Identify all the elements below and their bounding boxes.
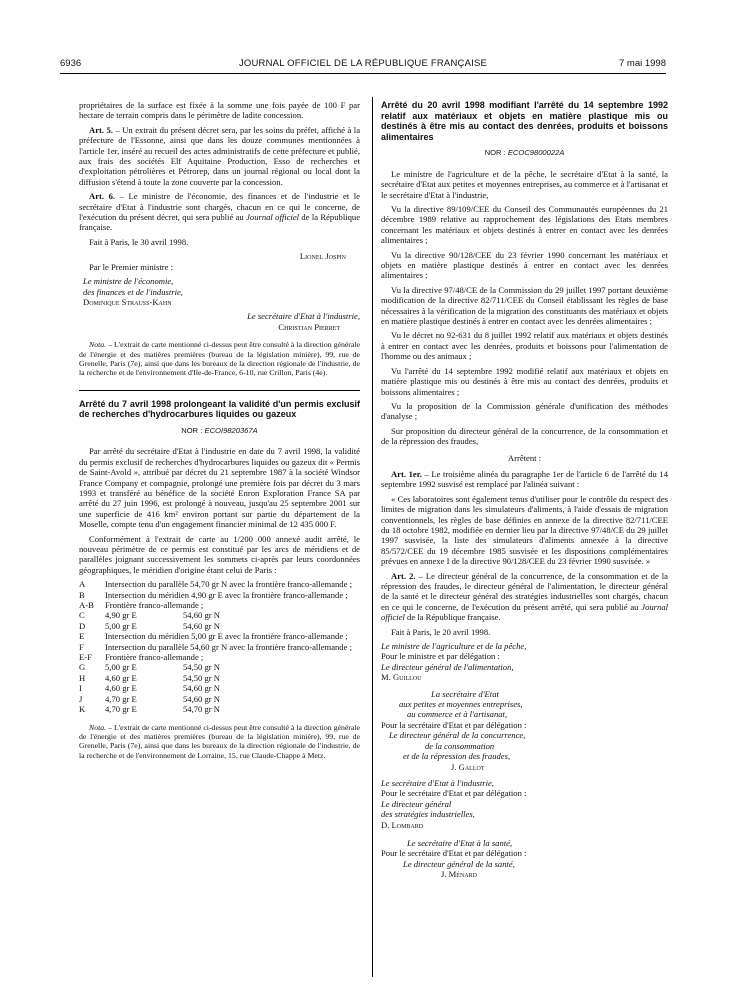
journal-title: JOURNAL OFFICIEL DE LA RÉPUBLIQUE FRANÇAISE: [238, 58, 488, 69]
signature-line: des stratégies industrielles,: [381, 809, 475, 820]
signatory: J. Gallot: [451, 761, 485, 772]
quoted-paragraph: « Ces laboratoires sont également tenus d'utiliser pour le contrôle du respect des limites de migration dans les simulateurs d'aliments, à l'aide d'essais de migration conventionnels, les règles de base définies en annexe de la directive 82/711/CEE du 18 octobre 1982, modifiée en dernier lieu par la directive 97/48/CE du 29 juillet 1997 susvisée, la liste des simulateurs d'aliments annexée à la directive 85/572/CEE du 19 décembre 1985 susvisée et les dispositions complémentaires prévues en annexe I de la directive 90/128/CEE du 23 février 1990 susvisée. »: [381, 493, 668, 567]
signature-block: [381, 778, 668, 830]
signature-line: Le directeur général: [381, 798, 452, 809]
column-divider: [372, 97, 373, 977]
visa: Vu la directive 90/128/CEE du 23 février 1990 concernant les matériaux et objets en matière plastique destinés à entrer en contact avec les denrées alimentaires ;: [381, 249, 668, 281]
page-number: 6936: [60, 58, 82, 69]
section-rule: [79, 390, 360, 391]
decree-title: Arrêté du 20 avril 1998 modifiant l'arrêté du 14 septembre 1992 relatif aux matériaux et objets en matière plastique mis ou destinés à être mis au contact des denrées, produits et boissons alimentaires: [381, 100, 668, 142]
visa: Vu la directive 89/109/CEE du Conseil des Communautés européennes du 21 décembre 1989 relative au rapprochement des législations des Etats membres concernant les matériaux et objets destinés à entrer en contact avec les denrées alimentaires ;: [381, 204, 668, 246]
signature-line: au commerce et à l'artisanat,: [407, 709, 508, 720]
table-row: F Intersection du parallèle 54,60 gr N avec la frontière franco-allemande ;: [79, 641, 352, 652]
signature-line: Le ministre de l'agriculture et de la pêche,: [381, 641, 527, 652]
issue-date: 7 mai 1998: [618, 58, 666, 69]
signature-line: aux petites et moyennes entreprises,: [399, 699, 523, 710]
left-column: [79, 100, 360, 760]
arretent: Arrêtent :: [507, 452, 542, 463]
signature-line: Par le Premier ministre :: [89, 261, 174, 272]
article-1: Art. 1er. – Le troisième alinéa du paragraphe 1er de l'article 6 de l'arrêté du 14 septembre 1992 susvisé est remplacé par l'alinéa suivant :: [381, 468, 668, 490]
header-rule: [60, 73, 666, 74]
paragraph: Conformément à l'extrait de carte au 1/200 000 annexé audit arrêté, le nouveau périmètre de ce permis est constitué par les arcs de méridiens et de parallèles joignant successivement les sommets ci-après par leurs coordonnées géographiques, le méridien d'origine étant celui de Paris :: [79, 533, 360, 575]
signature-line: Le ministre de l'économie,: [83, 276, 174, 287]
table-row: J 4,70 gr E 54,60 gr N: [79, 693, 220, 704]
paragraph: propriétaires de la surface est fixée à la somme une fois payée de 100 F par hectare de terrain compris dans le périmètre de ladite concession.: [79, 100, 360, 121]
paragraph: Le ministre de l'agriculture et de la pêche, le secrétaire d'Etat à la santé, la secrétaire d'Etat aux petites et moyennes entreprises, au commerce et à l'artisanat et le secrétaire d'Etat à l'industrie,: [381, 168, 668, 200]
signature-line: Pour le ministre et par délégation :: [381, 651, 500, 662]
decree-title: Arrêté du 7 avril 1998 prolongeant la validité d'un permis exclusif de recherches d'hydrocarbures liquides ou gazeux: [79, 398, 360, 420]
table-row: A Intersection du parallèle 54,70 gr N avec la frontière franco-allemande ;: [79, 579, 352, 590]
signature-line: Pour le secrétaire d'Etat et par délégation :: [381, 848, 527, 859]
coordinates-table: [79, 579, 360, 714]
article-6: Art. 6. – Le ministre de l'économie, des finances et de l'industrie et le secrétaire d'Etat à l'industrie sont chargés, chacun en ce qui le concerne, de l'exécution du présent décret, qui sera publié au Journal officiel de la République française.: [79, 191, 361, 233]
table-row: H 4,60 gr E 54,50 gr N: [79, 672, 220, 683]
table-row: D 5,00 gr E 54,60 gr N: [79, 620, 220, 631]
paragraph: Par arrêté du secrétaire d'Etat à l'industrie en date du 7 avril 1998, la validité du permis exclusif de recherches d'hydrocarbures liquides ou gazeux dit « Permis de Saint-Avold », attribué par décret du 21 septembre 1987 à la société Windsor France Company et compagnie, prolongé une première fois par décret du 3 mars 1993 et transféré au bénéfice de la société Enron Exploration France SA par arrêté du 27 juin 1996, est prolongé à nouveau, jusqu'au 25 septembre 2001 sur une superficie de 416 km² environ portant sur partie du département de la Moselle, compte tenu d'un engagement financier minimal de 12 435 000 F.: [79, 446, 360, 530]
nor-reference: NOR : ECOI9820367A: [181, 425, 258, 435]
table-row: A-B Frontière franco-allemande ;: [79, 600, 204, 611]
signing-date: Fait à Paris, le 20 avril 1998.: [391, 626, 491, 637]
nota: Nota. – L'extrait de carte mentionné ci-dessus peut être consulté à la direction générale de l'énergie et des matières premières (bureau de la législation minière), 99, rue de Grenelle, Paris (7e), ainsi que dans les bureaux de la direction régionale de l'industrie, de la recherche et de l'environnement d'Ile-de-France, 6-10, rue Crillon, Paris (4e).: [79, 340, 360, 378]
signatory: J. Ménard: [441, 869, 477, 880]
table-row: I 4,60 gr E 54,60 gr N: [79, 683, 220, 694]
article-2: Art. 2. – Le directeur général de la concurrence, de la consommation et de la répression des fraudes, le directeur général de l'alimentation, le directeur général de la santé et le directeur général des stratégies industrielles sont chargés, chacun en ce qui le concerne, de l'exécution du présent arrêté, qui sera publié au Journal officiel de la République française.: [381, 570, 668, 623]
nota: Nota. – L'extrait de carte mentionné ci-dessus peut être consulté à la direction générale de l'énergie et des matières premières (bureau de la législation minière), 99, rue de Grenelle, Paris (7e), ainsi que dans les bureaux de la direction régionale de l'industrie, de la recherche et de l'environnement de Lorraine, 15, rue Claude-Chappe à Metz.: [79, 722, 360, 760]
signatory: Dominique Strauss-Kahn: [83, 296, 172, 307]
signature-line: Le directeur général de la concurrence,: [389, 730, 526, 741]
signatory: Lionel Jospin: [299, 251, 346, 262]
signature-line: et de la répression des fraudes,: [403, 751, 511, 762]
signature-line: Le directeur général de la santé,: [403, 858, 515, 869]
right-column: [381, 100, 668, 880]
table-row: C 4,90 gr E 54,60 gr N: [79, 610, 220, 621]
signatory: Christian Pierret: [278, 321, 340, 332]
signing-date: Fait à Paris, le 30 avril 1998.: [89, 236, 189, 247]
signature-line: Le secrétaire d'Etat à la santé,: [407, 837, 513, 848]
signature-line: Le directeur général de l'alimentation,: [381, 661, 514, 672]
signature-line: Pour le secrétaire d'Etat et par délégation :: [381, 788, 527, 799]
signature-block: [381, 641, 668, 683]
signature-line: de la consommation: [425, 740, 495, 751]
visa: Sur proposition du directeur général de la concurrence, de la consommation et de la répression des fraudes,: [381, 425, 668, 447]
signature-line: Le secrétaire d'Etat à l'industrie,: [381, 777, 494, 788]
visa: Vu la directive 97/48/CE de la Commission du 29 juillet 1997 portant deuxième modification de la directive 82/711/CEE du Conseil établissant les règles de base nécessaires à la vérification de la migration des constituants des matériaux et objets en matière plastique destinés à entrer en contact avec les denrées alimentaires ;: [381, 284, 668, 327]
signature-block: [381, 838, 668, 880]
visa: Vu la proposition de la Commission générale d'unification des méthodes d'analyse ;: [381, 400, 668, 422]
page-header: [60, 58, 666, 72]
table-row: E-F Frontière franco-allemande ;: [79, 652, 204, 663]
signatory: D. Lombard: [381, 819, 424, 830]
article-5: Art. 5. – Un extrait du présent décret sera, par les soins du préfet, affiché à la préfecture de l'Essonne, ainsi que dans les douze communes mentionnées à l'article 1er, inséré au recueil des actes administratifs de cette préfecture et publié, aux frais des sociétés Elf Aquitaine Production, Esso de recherches et d'exploitation pétrolières et Pétrorep, dans un journal régional ou local dont la diffusion s'étend à toute la zone couverte par la concession.: [79, 124, 361, 187]
table-row: B Intersection du méridien 4,90 gr E avec la frontière franco-allemande ;: [79, 589, 348, 600]
visa: Vu l'arrêté du 14 septembre 1992 modifié relatif aux matériaux et objets en matière plastique mis ou destinés à être mis au contact des denrées, produits et boissons alimentaires ;: [381, 365, 668, 397]
table-row: E Intersection du méridien 5,00 gr E avec la frontière franco-allemande ;: [79, 631, 348, 642]
visa: Vu le décret no 92-631 du 8 juillet 1992 relatif aux matériaux et objets destinés à entrer en contact avec les denrées, produits et boissons pour l'alimentation de l'homme ou des animaux ;: [381, 330, 668, 362]
table-row: G 5,00 gr E 54,50 gr N: [79, 662, 220, 673]
signature-block: [381, 689, 668, 772]
signature-line: Le secrétaire d'Etat à l'industrie,: [247, 311, 360, 322]
signature-line: Pour la secrétaire d'Etat et par délégation :: [381, 719, 527, 730]
signature-line: La secrétaire d'Etat: [431, 688, 499, 699]
nor-reference: NOR : ECOC9800022A: [484, 148, 565, 158]
signature-line: des finances et de l'industrie,: [83, 286, 183, 297]
signatory: M. Guillou: [381, 672, 422, 683]
table-row: K 4,70 gr E 54,70 gr N: [79, 704, 220, 715]
